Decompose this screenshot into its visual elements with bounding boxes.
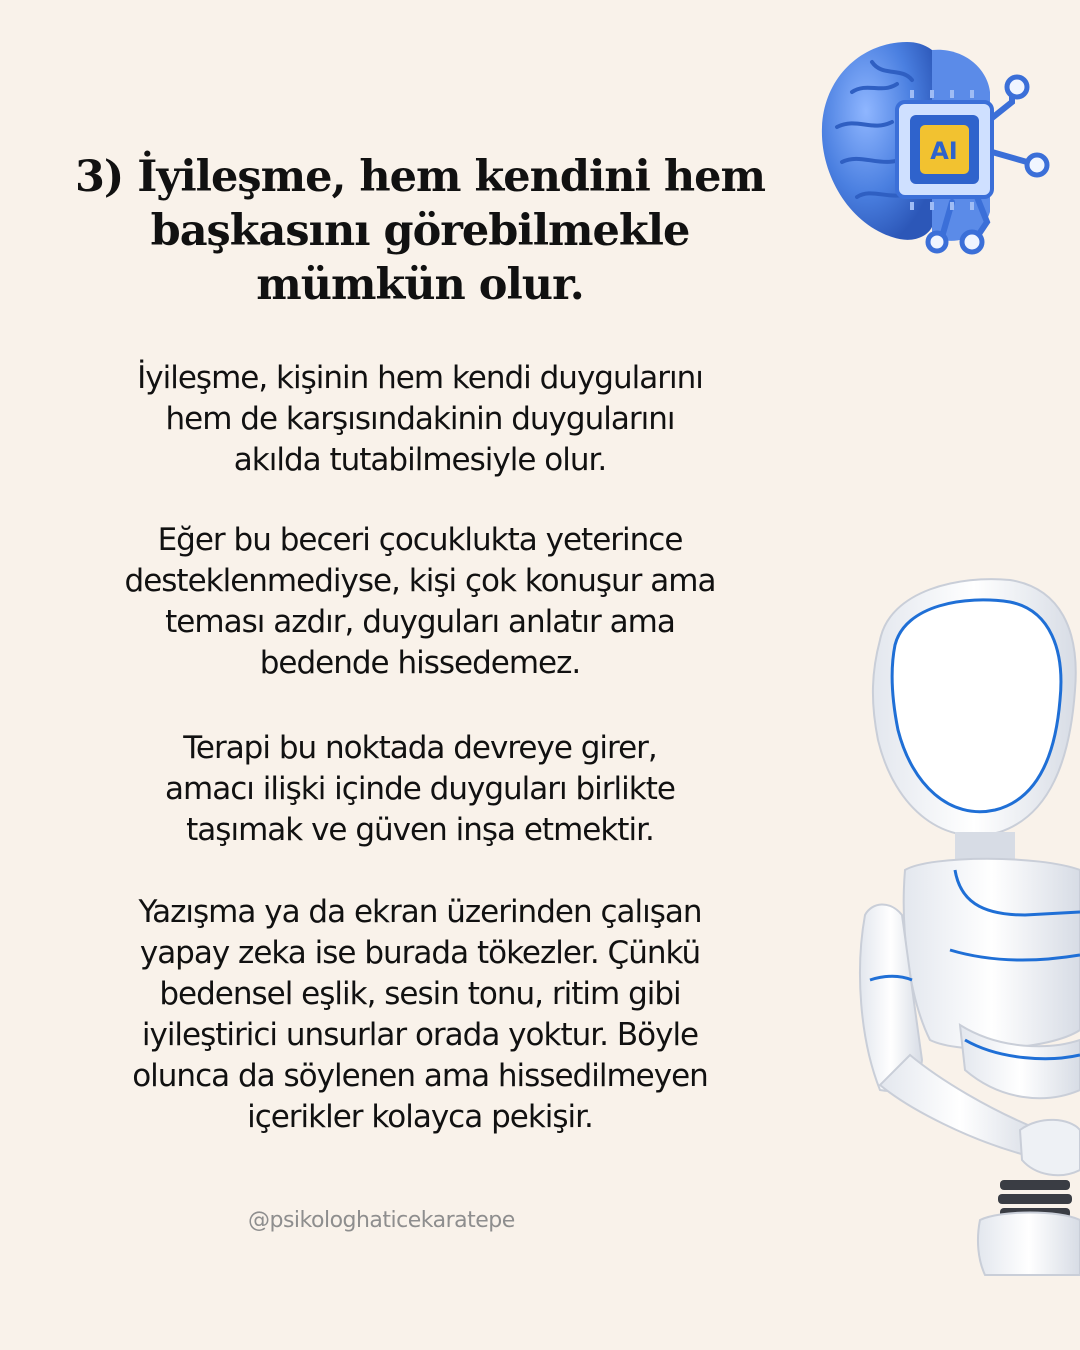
ai-chip-label: AI <box>930 137 958 165</box>
author-handle: @psikologhaticekaratepe <box>248 1208 515 1233</box>
page-title: 3) İyileşme, hem kendini hem başkasını görebilmekle mümkün olur. <box>75 152 765 310</box>
brain-ai-chip-icon <box>812 32 1062 267</box>
paragraph-3: Terapi bu noktada devreye girer, amacı ilişki içinde duyguları birlikte taşımak ve güven inşa etmektir. <box>165 730 675 848</box>
robot-illustration <box>850 570 1080 1280</box>
paragraph-4: Yazışma ya da ekran üzerinden çalışan yapay zeka ise burada tökezler. Çünkü bedensel eşlik, sesin tonu, ritim gibi iyileştirici unsurlar orada yoktur. Böyle olunca da söylenen ama hissedilmeyen içerikler kolayca pekişir. <box>132 894 708 1135</box>
paragraph-1: İyileşme, kişinin hem kendi duygularını hem de karşısındakinin duygularını akılda tutabilmesiyle olur. <box>137 360 703 478</box>
paragraph-2: Eğer bu beceri çocuklukta yeterince desteklenmediyse, kişi çok konuşur ama teması azdır, duyguları anlatır ama bedende hissedemez. <box>124 522 716 681</box>
